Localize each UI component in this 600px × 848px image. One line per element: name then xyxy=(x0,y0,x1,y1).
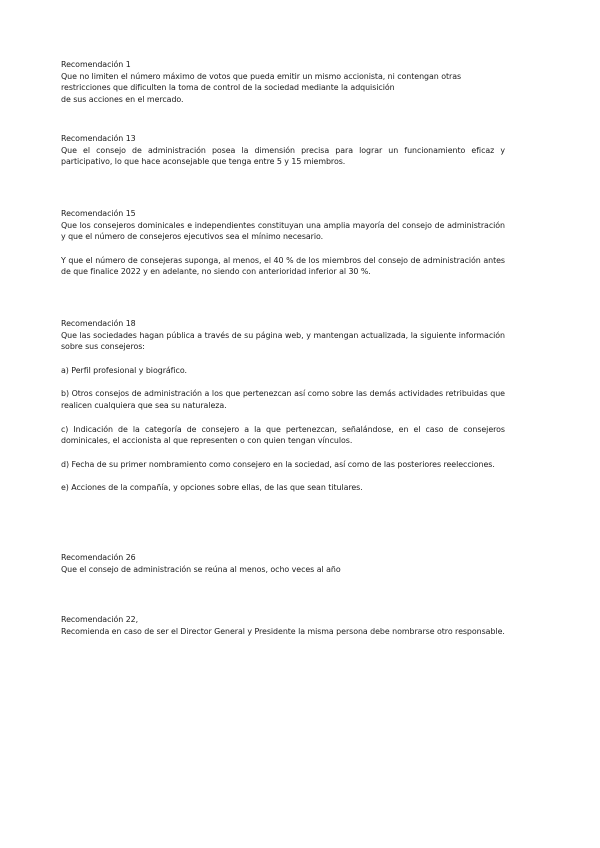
recommendation-26 xyxy=(61,552,505,575)
recommendation-line: Que no limiten el número máximo de votos que pueda emitir un mismo accionista, ni contengan otras xyxy=(61,71,462,81)
recommendation-text: Que el consejo de administración posea la dimensión precisa para lograr un funcionamiento eficaz y participativo, lo que hace aconsejable que tenga entre 5 y 15 miembros. xyxy=(61,145,505,167)
list-item: b) Otros consejos de administración a los que pertenezcan así como sobre las demás actividades retribuidas que realicen cualquiera que sea su naturaleza. xyxy=(61,389,505,410)
recommendation-text: Que las sociedades hagan pública a través de su página web, y mantengan actualizada, la siguiente información sobre sus consejeros: xyxy=(61,330,505,352)
recommendation-heading: Recomendación 1 xyxy=(61,60,131,69)
recommendation-heading: Recomendación 22, xyxy=(61,615,139,624)
recommendation-heading: Recomendación 15 xyxy=(61,209,136,218)
recommendation-22 xyxy=(61,614,505,637)
recommendation-heading: Recomendación 26 xyxy=(61,553,136,562)
recommendation-15 xyxy=(61,208,505,278)
list-item: d) Fecha de su primer nombramiento como consejero en la sociedad, así como de las posteriores reelecciones. xyxy=(61,459,495,469)
recommendation-18 xyxy=(61,318,505,494)
recommendation-1 xyxy=(61,59,505,105)
recommendation-heading: Recomendación 13 xyxy=(61,134,136,143)
list-item: a) Perfil profesional y biográfico. xyxy=(61,365,187,375)
recommendation-13 xyxy=(61,133,505,168)
recommendation-line: restricciones que dificulten la toma de control de la sociedad mediante la adquisición xyxy=(61,83,395,93)
recommendation-text: Que el consejo de administración se reúna al menos, ocho veces al año xyxy=(61,564,341,574)
recommendation-text: Que los consejeros dominicales e independientes constituyan una amplia mayoría del consejo de administración y que el número de consejeros ejecutivos sea el mínimo necesario. xyxy=(61,220,505,242)
list-item: e) Acciones de la compañía, y opciones sobre ellas, de las que sean titulares. xyxy=(61,483,363,493)
recommendation-line: de sus acciones en el mercado. xyxy=(61,94,184,104)
recommendation-text-2: Y que el número de consejeras suponga, al menos, el 40 % de los miembros del consejo de administración antes de que finalice 2022 y en adelante, no siendo con anterioridad inferior al 30 %. xyxy=(61,255,505,277)
recommendation-text: Recomienda en caso de ser el Director General y Presidente la misma persona debe nombrarse otro responsable. xyxy=(61,626,505,636)
recommendation-heading: Recomendación 18 xyxy=(61,319,136,328)
list-item: c) Indicación de la categoría de consejero a la que pertenezcan, señalándose, en el caso de consejeros dominicales, el accionista al que representen o con quien tengan vínculos. xyxy=(61,424,505,446)
